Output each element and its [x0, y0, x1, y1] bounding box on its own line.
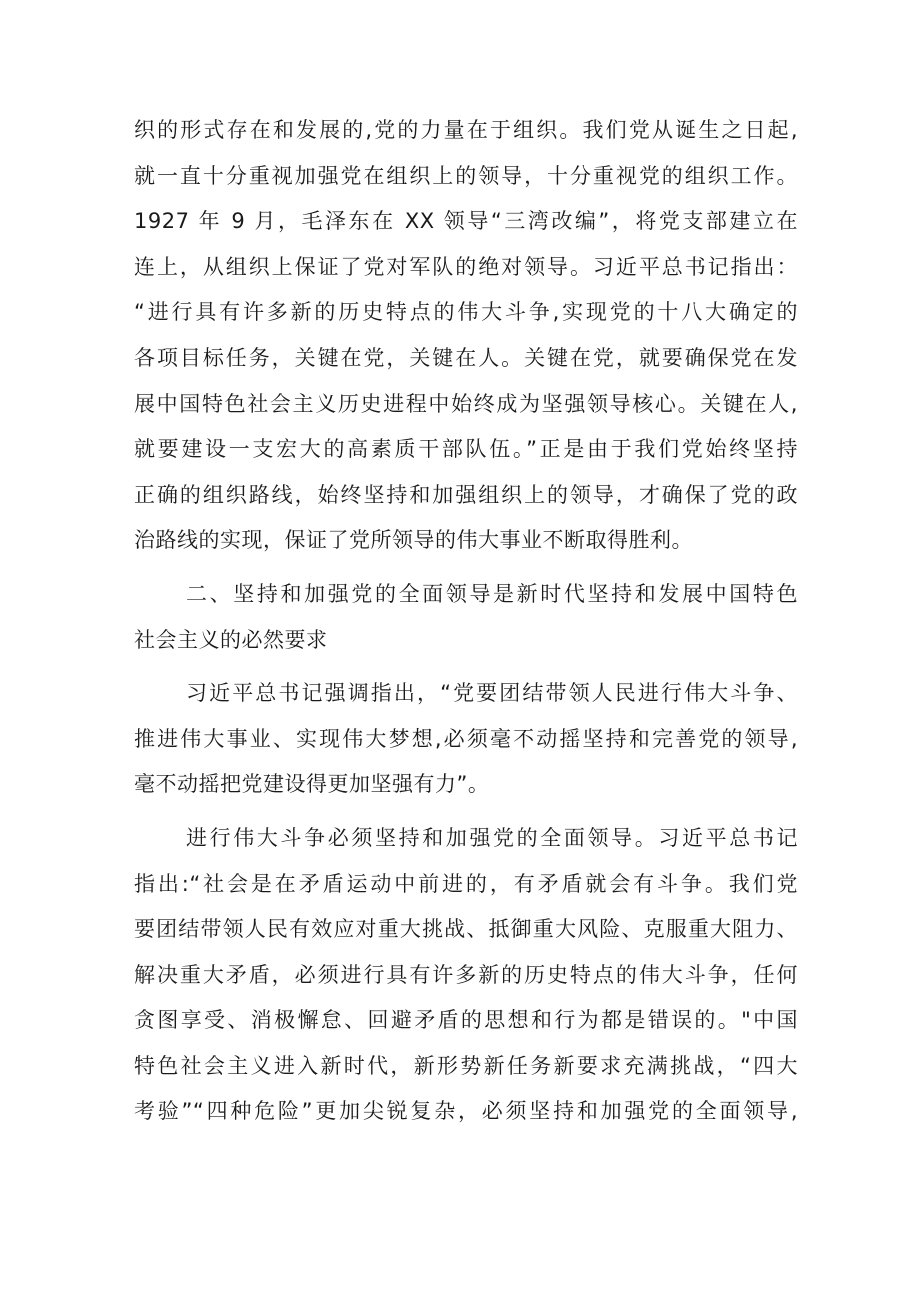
section-heading-2	[134, 572, 798, 663]
paragraph-great-struggle	[134, 816, 798, 1135]
text-line: 毫不动摇把党建设得更加坚强有力”。	[134, 772, 490, 797]
paragraph-organization-history	[134, 108, 798, 564]
text-line: 展中国特色社会主义历史进程中始终成为坚强领导核心。关键在人,	[134, 391, 798, 416]
text-line: “进行具有许多新的历史特点的伟大斗争,实现党的十八大确定的	[134, 300, 798, 325]
text-line: 各项目标任务，关键在党，关键在人。关键在党，就要确保党在发	[134, 345, 798, 370]
text-line: 考验”“四种危险”更加尖锐复杂，必须坚持和加强党的全面领导,	[134, 1099, 798, 1124]
text-line: 织的形式存在和发展的,党的力量在于组织。我们党从诞生之日起,	[134, 118, 798, 142]
text-line: 就一直十分重视加强党在组织上的领导，十分重视党的组织工作。	[134, 163, 798, 188]
text-line: 习近平总书记强调指出，“党要团结带领人民进行伟大斗争、	[186, 681, 798, 706]
paragraph-gap	[134, 808, 798, 816]
text-line: 就要建设一支宏大的高素质干部队伍。”正是由于我们党始终坚持	[134, 437, 798, 462]
text-line: 连上，从组织上保证了党对军队的绝对领导。习近平总书记指出：	[134, 254, 798, 279]
heading-line: 二、坚持和加强党的全面领导是新时代坚持和发展中国特色	[186, 581, 798, 606]
heading-line: 社会主义的必然要求	[134, 627, 328, 652]
paragraph-gap	[134, 663, 798, 671]
text-line: 进行伟大斗争必须坚持和加强党的全面领导。习近平总书记	[186, 825, 798, 850]
paragraph-gap	[134, 564, 798, 572]
text-line: 指出:“社会是在矛盾运动中前进的，有矛盾就会有斗争。我们党	[134, 871, 798, 896]
text-line: 推进伟大事业、实现伟大梦想,必须毫不动摇坚持和完善党的领导,	[134, 726, 798, 751]
paragraph-xi-emphasis	[134, 671, 798, 808]
text-line: 贪图享受、消极懈怠、回避矛盾的思想和行为都是错误的。"中国	[134, 1008, 798, 1033]
text-line: 正确的组织路线，始终坚持和加强组织上的领导，才确保了党的政	[134, 482, 798, 507]
text-line: 1927 年 9 月，毛泽东在 XX 领导“三湾改编”，将党支部建立在	[134, 209, 798, 234]
document-body	[134, 108, 798, 1135]
text-line: 治路线的实现，保证了党所领导的伟大事业不断取得胜利。	[134, 528, 693, 553]
text-line: 要团结带领人民有效应对重大挑战、抵御重大风险、克服重大阻力、	[134, 917, 798, 942]
text-line: 解决重大矛盾，必须进行具有许多新的历史特点的伟大斗争，任何	[134, 962, 798, 987]
text-line: 特色社会主义进入新时代，新形势新任务新要求充满挑战，“四大	[134, 1053, 798, 1078]
